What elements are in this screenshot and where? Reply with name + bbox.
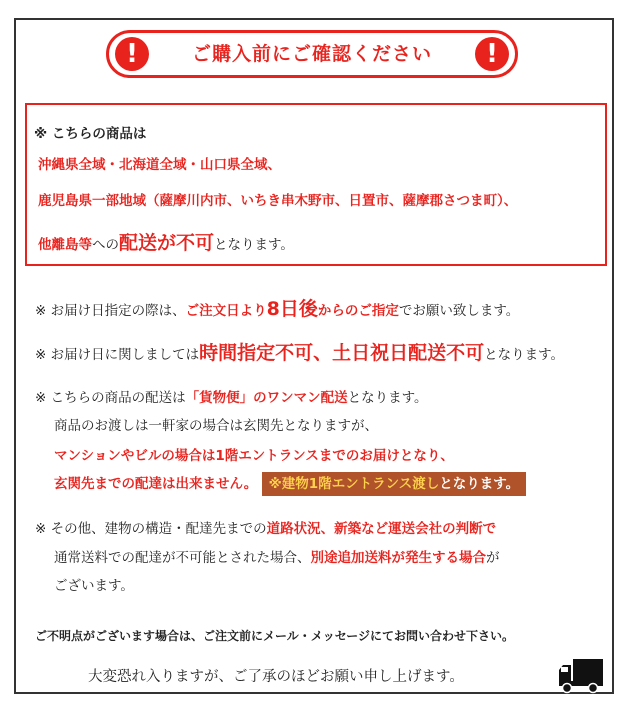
cargo-note-line1: [35, 386, 428, 406]
restriction-regions-3: [38, 228, 294, 255]
note-emphasis-large: 8日後: [266, 298, 318, 320]
time-spec-note: [35, 338, 564, 365]
note-emphasis: 「貨物便」のワンマン配送: [185, 390, 348, 406]
exclamation-icon: !: [475, 37, 509, 71]
note-text: が: [486, 550, 500, 566]
restriction-regions-2: 鹿児島県一部地域（薩摩川内市、いちき串木野市、日置市、薩摩郡さつま町）、: [38, 193, 518, 209]
note-emphasis: 別途追加送料が発生する場合: [310, 550, 486, 566]
restriction-regions-1: 沖縄県全域・北海道全域・山口県全域、: [38, 157, 281, 173]
extra-fee-note-line3: ございます。: [54, 578, 134, 594]
cargo-note-line2: 商品のお渡しは一軒家の場合は玄関先となりますが、: [54, 418, 378, 434]
note-emphasis: 玄関先までの配達は出来ません。: [54, 476, 258, 492]
note-text: となります。: [347, 390, 428, 406]
exclamation-icon: !: [115, 37, 149, 71]
note-text: でお願い致します。: [398, 303, 520, 319]
note-text: ※ お届け日指定の際は、: [35, 303, 186, 319]
delivery-date-note: [35, 294, 519, 321]
note-emphasis-large: 時間指定不可、土日祝日配送不可: [199, 342, 485, 364]
banner-title: ご購入前にご確認ください: [191, 43, 432, 65]
cargo-note-line3: マンションやビルの場合は1階エントランスまでのお届けとなり、: [54, 448, 454, 464]
extra-fee-note-line2: [54, 546, 500, 566]
note-text: となります。: [484, 347, 565, 363]
note-emphasis: 道路状況、新築など運送会社の判断で: [266, 521, 497, 537]
extra-fee-note-line1: [35, 517, 496, 537]
truck-icon: [557, 656, 605, 694]
note-text: ※ こちらの商品の配送は: [35, 390, 186, 406]
islands-text: 他離島等: [38, 237, 92, 253]
note-emphasis: からのご指定: [317, 303, 399, 319]
entrance-handover-highlight: [262, 472, 527, 496]
note-text: 通常送料での配達が不可能とされた場合、: [54, 550, 311, 566]
connector-text: への: [92, 237, 119, 253]
restriction-intro: ※ こちらの商品は: [34, 126, 147, 142]
no-delivery-text: 配送が不可: [119, 232, 215, 254]
highlight-text: ※建物1階エントランス渡し: [268, 476, 440, 492]
warning-banner: [106, 30, 518, 78]
suffix-text: となります。: [214, 237, 294, 253]
note-text: ※ その他、建物の構造・配達先までの: [35, 521, 267, 537]
cargo-note-line4: [54, 472, 526, 492]
contact-note: ご不明点がございます場合は、ご注文前にメール・メッセージにてお問い合わせ下さい。: [35, 629, 515, 643]
note-emphasis: ご注文日より: [185, 303, 267, 319]
closing-message: 大変恐れ入りますが、ご了承のほどお願い申し上げます。: [88, 669, 464, 685]
highlight-suffix: となります。: [439, 476, 520, 492]
note-text: ※ お届け日に関しましては: [35, 347, 200, 363]
